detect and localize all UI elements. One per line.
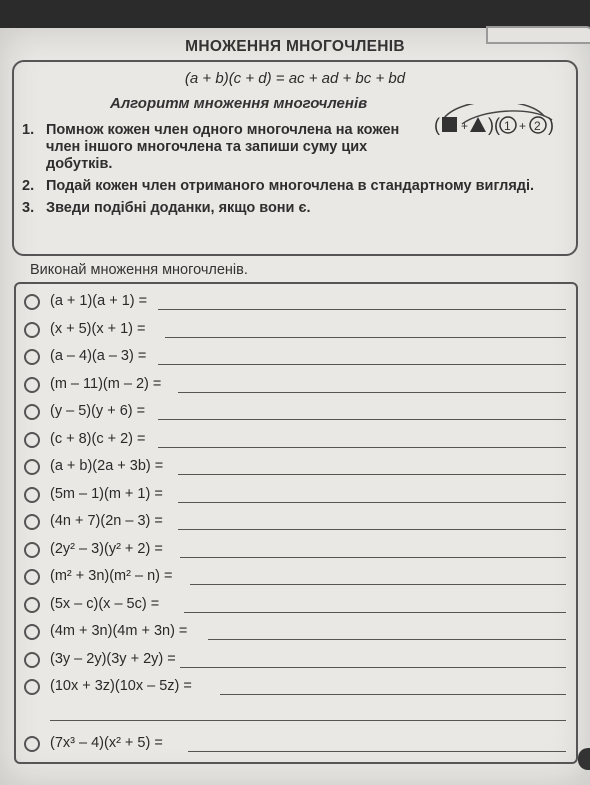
answer-line[interactable]: [220, 694, 566, 695]
formula: (a + b)(c + d) = ac + ad + bc + bd: [184, 70, 406, 87]
answer-line[interactable]: [184, 612, 566, 613]
checkbox-circle[interactable]: [24, 597, 40, 613]
svg-text:2: 2: [534, 119, 541, 133]
instruction: Виконай множення многочленів.: [30, 262, 248, 278]
checkbox-circle[interactable]: [24, 487, 40, 503]
svg-text:(: (: [494, 115, 500, 135]
exercise-expression: (4n + 7)(2n – 3) =: [50, 513, 163, 529]
svg-text:): ): [488, 115, 494, 135]
answer-line[interactable]: [158, 309, 566, 310]
checkbox-circle[interactable]: [24, 322, 40, 338]
svg-text:(: (: [434, 115, 440, 135]
checkbox-circle[interactable]: [24, 679, 40, 695]
checkbox-circle[interactable]: [24, 432, 40, 448]
exercise-expression: (m – 11)(m – 2) =: [50, 375, 162, 392]
answer-line[interactable]: [165, 337, 566, 338]
exercise-expression: (5x – c)(x – 5c) =: [50, 595, 160, 612]
exercise-row: [24, 375, 572, 397]
scheme-plus-1: +: [461, 119, 469, 133]
exercise-row: [24, 320, 572, 342]
answer-line[interactable]: [208, 639, 566, 640]
answer-continuation-line[interactable]: [50, 720, 566, 721]
exercise-expression: (2y² – 3)(y² + 2) =: [50, 540, 163, 557]
answer-line[interactable]: [158, 419, 566, 420]
answer-line[interactable]: [178, 529, 566, 530]
exercise-row: [24, 347, 572, 369]
exercise-row: [24, 677, 572, 699]
exercise-expression: (4m + 3n)(4m + 3n) =: [50, 623, 188, 639]
exercise-row: [24, 734, 572, 756]
checkbox-circle[interactable]: [24, 377, 40, 393]
checkbox-circle[interactable]: [24, 404, 40, 420]
exercise-expression: (c + 8)(c + 2) =: [50, 430, 146, 447]
answer-line[interactable]: [158, 364, 566, 365]
exercise-row: [24, 650, 572, 672]
exercise-row: [24, 292, 572, 314]
answer-line[interactable]: [180, 667, 566, 668]
exercise-row: [24, 512, 572, 534]
algorithm-steps: [22, 122, 567, 222]
checkbox-circle[interactable]: [24, 349, 40, 365]
answer-line[interactable]: [178, 502, 566, 503]
exercise-row: [24, 622, 572, 644]
exercise-expression: (7x³ – 4)(x² + 5) =: [50, 735, 163, 751]
exercise-expression: (a + 1)(a + 1) =: [50, 293, 148, 309]
exercise-expression: (a – 4)(a – 3) =: [50, 348, 147, 364]
checkbox-circle[interactable]: [24, 514, 40, 530]
page-corner-marker: [578, 748, 590, 770]
algorithm-title: Алгоритм множення многочленів: [110, 95, 368, 112]
page-title: МНОЖЕННЯ МНОГОЧЛЕНІВ: [185, 38, 405, 55]
svg-text:1: 1: [504, 119, 511, 133]
exercise-row: [24, 402, 572, 424]
exercise-row: [24, 567, 572, 589]
checkbox-circle[interactable]: [24, 569, 40, 585]
exercise-expression: (a + b)(2a + 3b) =: [50, 458, 164, 474]
answer-line[interactable]: [178, 392, 566, 393]
svg-text:): ): [548, 115, 554, 135]
exercise-row: [24, 457, 572, 479]
answer-line[interactable]: [158, 447, 566, 448]
exercise-expression: (10x + 3z)(10x – 5z) =: [50, 678, 192, 694]
checkbox-circle[interactable]: [24, 459, 40, 475]
checkbox-circle[interactable]: [24, 294, 40, 310]
answer-line[interactable]: [178, 474, 566, 475]
checkbox-circle[interactable]: [24, 624, 40, 640]
algorithm-step: 1. Помнож кожен член одного многочлена на кожен член іншого многочлена та запиши суму цих добутків.: [22, 122, 400, 172]
exercise-expression: (y – 5)(y + 6) =: [50, 403, 146, 419]
exercise-row: [24, 430, 572, 452]
checkbox-circle[interactable]: [24, 652, 40, 668]
exercise-expression: (3y – 2y)(3y + 2y) =: [50, 650, 176, 667]
answer-line[interactable]: [180, 557, 566, 558]
exercise-expression: (5m – 1)(m + 1) =: [50, 485, 163, 502]
answer-line[interactable]: [188, 751, 566, 752]
exercise-expression: (x + 5)(x + 1) =: [50, 320, 146, 337]
answer-line[interactable]: [190, 584, 566, 585]
algorithm-step: 3. Зведи подібні доданки, якщо вони є.: [22, 200, 311, 216]
scheme-plus-2: +: [519, 119, 527, 133]
checkbox-circle[interactable]: [24, 542, 40, 558]
checkbox-circle[interactable]: [24, 736, 40, 752]
exercise-row: [24, 540, 572, 562]
exercise-row: [24, 485, 572, 507]
exercise-expression: (m² + 3n)(m² – n) =: [50, 568, 173, 584]
exercise-row: [24, 595, 572, 617]
algorithm-step: 2. Подай кожен член отриманого многочлена в стандартному вигляді.: [22, 178, 535, 194]
